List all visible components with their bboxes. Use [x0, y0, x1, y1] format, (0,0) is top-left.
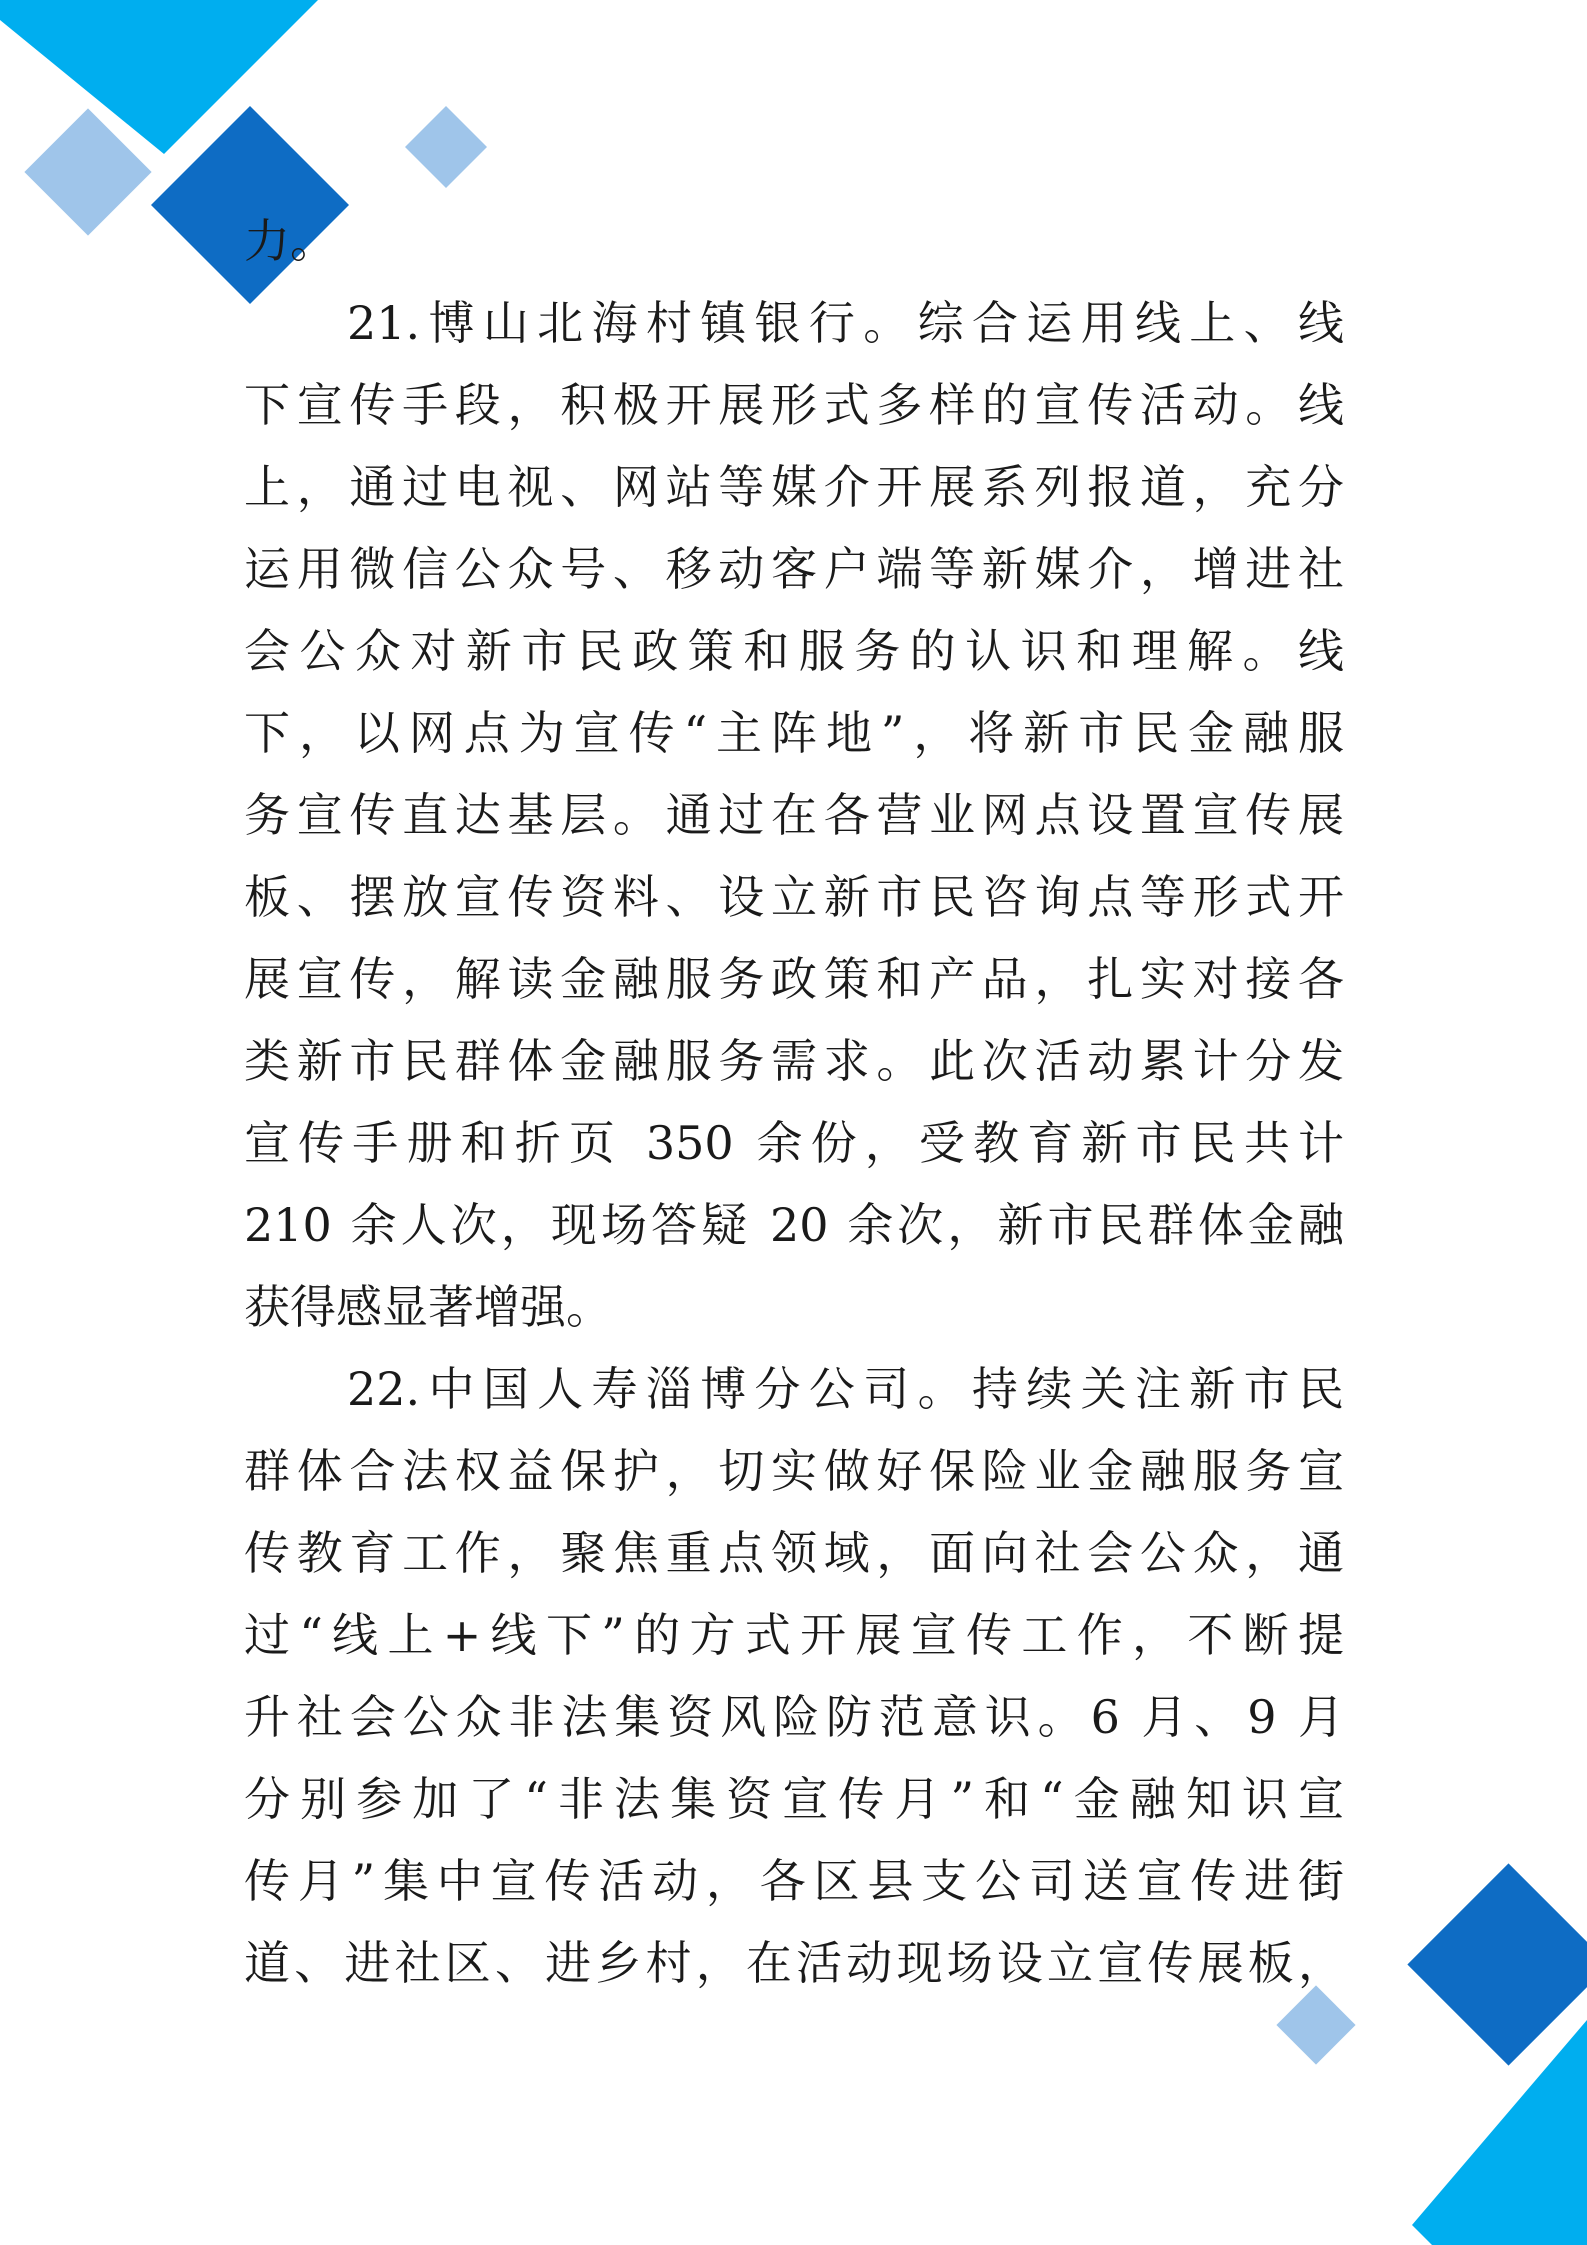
- text-line: 22.中国人寿淄博分公司。持续关注新市民: [347, 1362, 1344, 1416]
- text-line: 会公众对新市民政策和服务的认识和理解。线: [244, 624, 1344, 678]
- text-line: 分别参加了“非法集资宣传月”和“金融知识宣: [244, 1772, 1344, 1826]
- text-line: 务宣传直达基层。通过在各营业网点设置宣传展: [244, 788, 1344, 842]
- text-line: 下宣传手段，积极开展形式多样的宣传活动。线: [244, 378, 1344, 432]
- text-line: 运用微信公众号、移动客户端等新媒介，增进社: [244, 542, 1344, 596]
- text-line: 21.博山北海村镇银行。综合运用线上、线: [347, 296, 1344, 350]
- bottom-right-corner-decoration: [1412, 2020, 1587, 2245]
- text-line: 道、进社区、进乡村，在活动现场设立宣传展板，: [244, 1936, 1344, 1990]
- text-line: 上，通过电视、网站等媒介开展系列报道，充分: [244, 460, 1344, 514]
- text-line: 传月”集中宣传活动，各区县支公司送宣传进街: [244, 1854, 1344, 1908]
- text-line: 210 余人次，现场答疑 20 余次，新市民群体金融: [244, 1198, 1344, 1252]
- light-diamond-top-decoration: [405, 106, 487, 188]
- text-line: 展宣传，解读金融服务政策和产品，扎实对接各: [244, 952, 1344, 1006]
- text-line: 类新市民群体金融服务需求。此次活动累计分发: [244, 1034, 1344, 1088]
- text-line: 下，以网点为宣传“主阵地”，将新市民金融服: [244, 706, 1344, 760]
- text-line: 升社会公众非法集资风险防范意识。6 月、9 月: [244, 1690, 1344, 1744]
- text-line: 宣传手册和折页 350 余份，受教育新市民共计: [244, 1116, 1344, 1170]
- text-line: 过“线上+线下”的方式开展宣传工作，不断提: [244, 1608, 1344, 1662]
- text-line: 传教育工作，聚焦重点领域，面向社会公众，通: [244, 1526, 1344, 1580]
- text-line: 获得感显著增强。: [244, 1280, 612, 1334]
- text-line: 力。: [244, 214, 336, 268]
- text-line: 群体合法权益保护，切实做好保险业金融服务宣: [244, 1444, 1344, 1498]
- document-body: [244, 200, 1344, 2004]
- text-line: 板、摆放宣传资料、设立新市民咨询点等形式开: [244, 870, 1344, 924]
